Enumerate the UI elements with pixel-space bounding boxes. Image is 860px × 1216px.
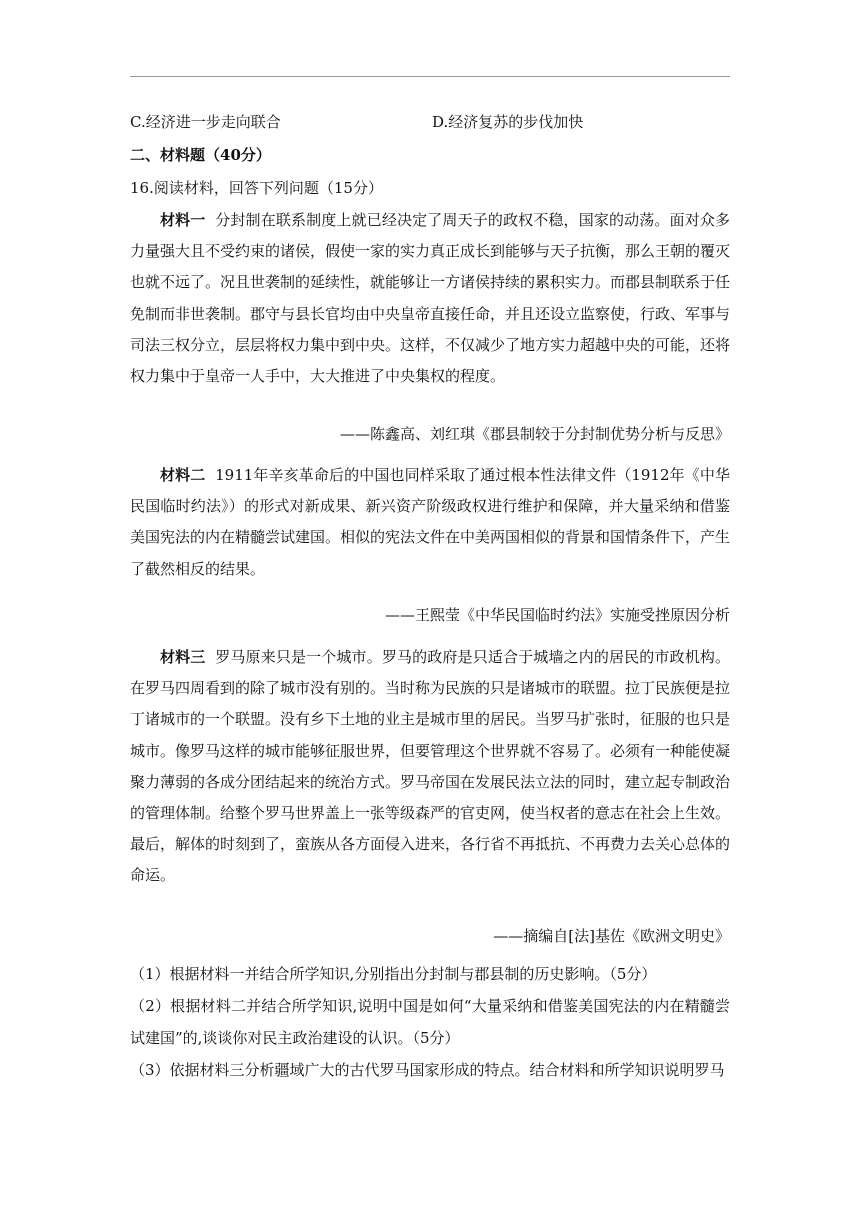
material-3-label: 材料三: [160, 648, 206, 666]
material-2-text: 1911年辛亥革命后的中国也同样采取了通过根本性法律文件（1912年《中华民国临时约法》）的形式对新成果、新兴资产阶级政权进行维护和保障，并大量采纳和借鉴美国宪法的内在精髓尝试建国。相似的宪法文件在中美两国相似的背景和国情条件下，产生了截然相反的结果。: [130, 466, 731, 578]
material-1-source: ——陈鑫高、刘红琪《郡县制较于分封制优势分析与反思》: [339, 425, 730, 443]
material-1: [130, 205, 730, 392]
material-1-text: 分封制在联系制度上就已经决定了周天子的政权不稳，国家的动荡。面对众多力量强大且不受约束的诸侯，假使一家的实力真正成长到能够与天子抗衡，那么王朝的覆灭也就不远了。况且世袭制的延续性，就能够让一方诸侯持续的累积实力。而郡县制联系于任免制而非世袭制。郡守与县长官均由中央皇帝直接任命，并且还设立监察使，行政、军事与司法三权分立，层层将权力集中到中央。这样，不仅减少了地方实力超越中央的可能，还将权力集中于皇帝一人手中，大大推进了中央集权的程度。: [130, 211, 731, 386]
material-1-label: 材料一: [160, 211, 206, 229]
option-d: D.经济复苏的步伐加快: [432, 113, 584, 131]
material-3-text: 罗马原来只是一个城市。罗马的政府是只适合于城墙之内的居民的市政机构。在罗马四周看到的除了城市没有别的。当时称为民族的只是诸城市的联盟。拉丁民族便是拉丁诸城市的一个联盟。没有乡下土地的业主是城市里的居民。当罗马扩张时，征服的也只是城市。像罗马这样的城市能够征服世界，但要管理这个世界就不容易了。必须有一种能使凝聚力薄弱的各成分团结起来的统治方式。罗马帝国在发展民法立法的同时，建立起专制政治的管理体制。给整个罗马世界盖上一张等级森严的官吏网，使当权者的意志在社会上生效。最后，解体的时刻到了，蛮族从各方面侵入进来，各行省不再抵抗、不再费力去关心总体的命运。: [130, 648, 731, 885]
material-3-source: ——摘编自[法]基佐《欧洲文明史》: [493, 927, 730, 945]
header-rule: [130, 76, 730, 77]
question-3: （3）依据材料三分析疆域广大的古代罗马国家形成的特点。结合材料和所学知识说明罗马: [130, 1061, 725, 1079]
option-c: C.经济进一步走向联合: [130, 113, 281, 131]
material-2-source: ——王熙莹《中华民国临时约法》实施受挫原因分析: [384, 606, 730, 624]
question-intro: 16.阅读材料，回答下列问题（15分）: [130, 179, 383, 197]
section-heading: 二、材料题（40分）: [130, 146, 271, 164]
question-1: （1）根据材料一并结合所学知识,分别指出分封制与郡县制的历史影响。（5分）: [130, 965, 657, 983]
question-2: （2）根据材料二并结合所学知识,说明中国是如何“大量采纳和借鉴美国宪法的内在精髓尝试建国”的,谈谈你对民主政治建设的认识。（5分）: [130, 997, 730, 1047]
material-2-label: 材料二: [160, 466, 206, 484]
material-3: [130, 642, 730, 892]
material-2: [130, 460, 730, 585]
